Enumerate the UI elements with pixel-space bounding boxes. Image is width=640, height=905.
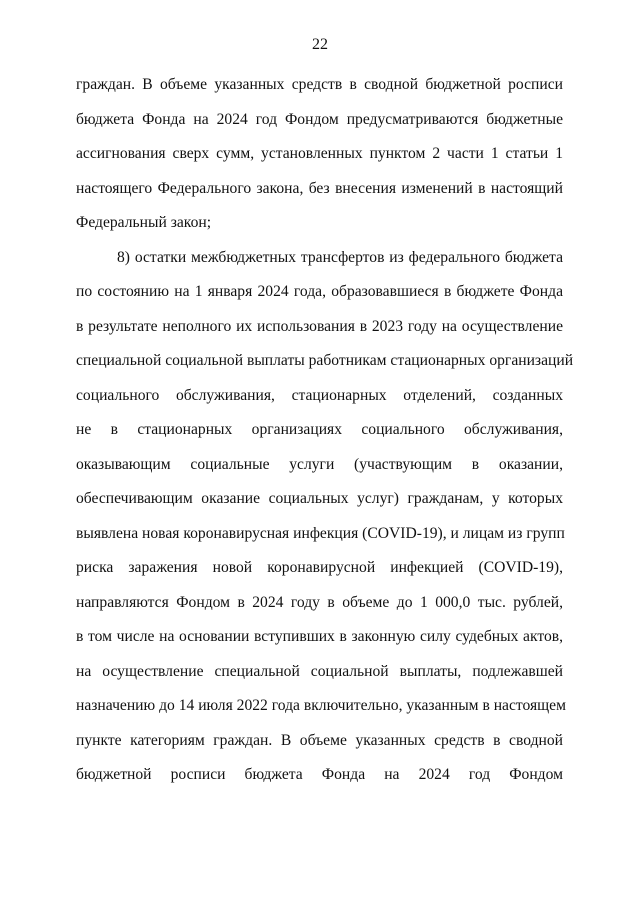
- text-line: 8) остатки межбюджетных трансфертов из федерального бюджета: [117, 248, 563, 266]
- text-line: настоящего Федерального закона, без внесения изменений в настоящий: [76, 179, 563, 197]
- text-line: социального обслуживания, стационарных отделений, созданных: [76, 386, 563, 404]
- text-line: по состоянию на 1 января 2024 года, образовавшиеся в бюджете Фонда: [76, 283, 563, 300]
- text-line: специальной социальной выплаты работникам стационарных организаций: [76, 352, 574, 369]
- text-line: обеспечивающим оказание социальных услуг) гражданам, у которых: [76, 490, 563, 507]
- body-text: [76, 74, 574, 799]
- text-line: в результате неполного их использования в 2023 году на осуществление: [76, 317, 563, 335]
- text-line: на осуществление специальной социальной выплаты, подлежавшей: [76, 662, 563, 680]
- text-line: Федеральный закон;: [76, 214, 212, 231]
- text-line: не в стационарных организациях социального обслуживания,: [76, 421, 563, 438]
- text-line: риска заражения новой коронавирусной инфекцией (COVID-19),: [76, 559, 563, 576]
- text-line: бюджета Фонда на 2024 год Фондом предусматриваются бюджетные: [76, 110, 563, 128]
- text-line: назначению до 14 июля 2022 года включительно, указанным в настоящем: [76, 697, 566, 714]
- text-line: оказывающим социальные услуги (участвующим в оказании,: [76, 455, 563, 473]
- text-line: ассигнования сверх сумм, установленных пунктом 2 части 1 статьи 1: [76, 145, 563, 162]
- text-line: направляются Фондом в 2024 году в объеме до 1 000,0 тыс. рублей,: [76, 593, 563, 611]
- text-line: в том числе на основании вступивших в законную силу судебных актов,: [76, 628, 563, 645]
- text-line: бюджетной росписи бюджета Фонда на 2024 год Фондом: [76, 766, 563, 783]
- text-line: пункте категориям граждан. В объеме указанных средств в сводной: [76, 731, 563, 749]
- text-line: граждан. В объеме указанных средств в сводной бюджетной росписи: [76, 76, 563, 93]
- page-number: 22: [312, 36, 328, 53]
- text-line: выявлена новая коронавирусная инфекция (COVID-19), и лицам из групп: [76, 524, 565, 542]
